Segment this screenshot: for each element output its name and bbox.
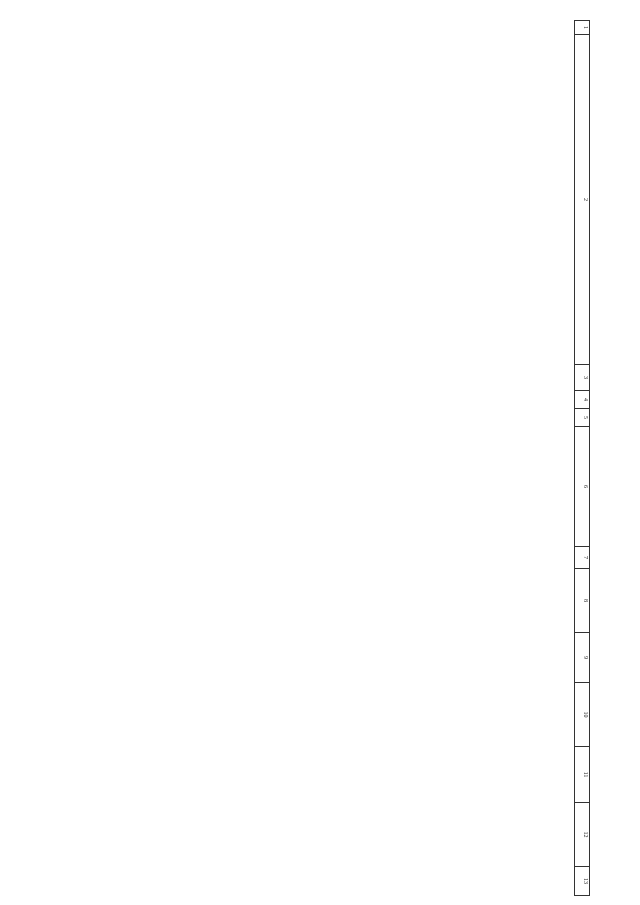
table-header-row [575,21,590,896]
header-cell: 13 [575,867,590,896]
header-cell: 2 [575,35,590,365]
header-cell: 7 [575,547,590,569]
rotated-table-container [120,20,590,895]
header-cell: 6 [575,427,590,547]
header-cell: 3 [575,365,590,391]
budget-table [574,20,590,896]
header-cell: 10 [575,683,590,747]
header-cell: 8 [575,569,590,633]
header-cell: 5 [575,409,590,427]
header-cell: 1 [575,21,590,35]
header-cell: 9 [575,633,590,683]
header-cell: 4 [575,391,590,409]
header-cell: 12 [575,803,590,867]
header-cell: 11 [575,747,590,803]
